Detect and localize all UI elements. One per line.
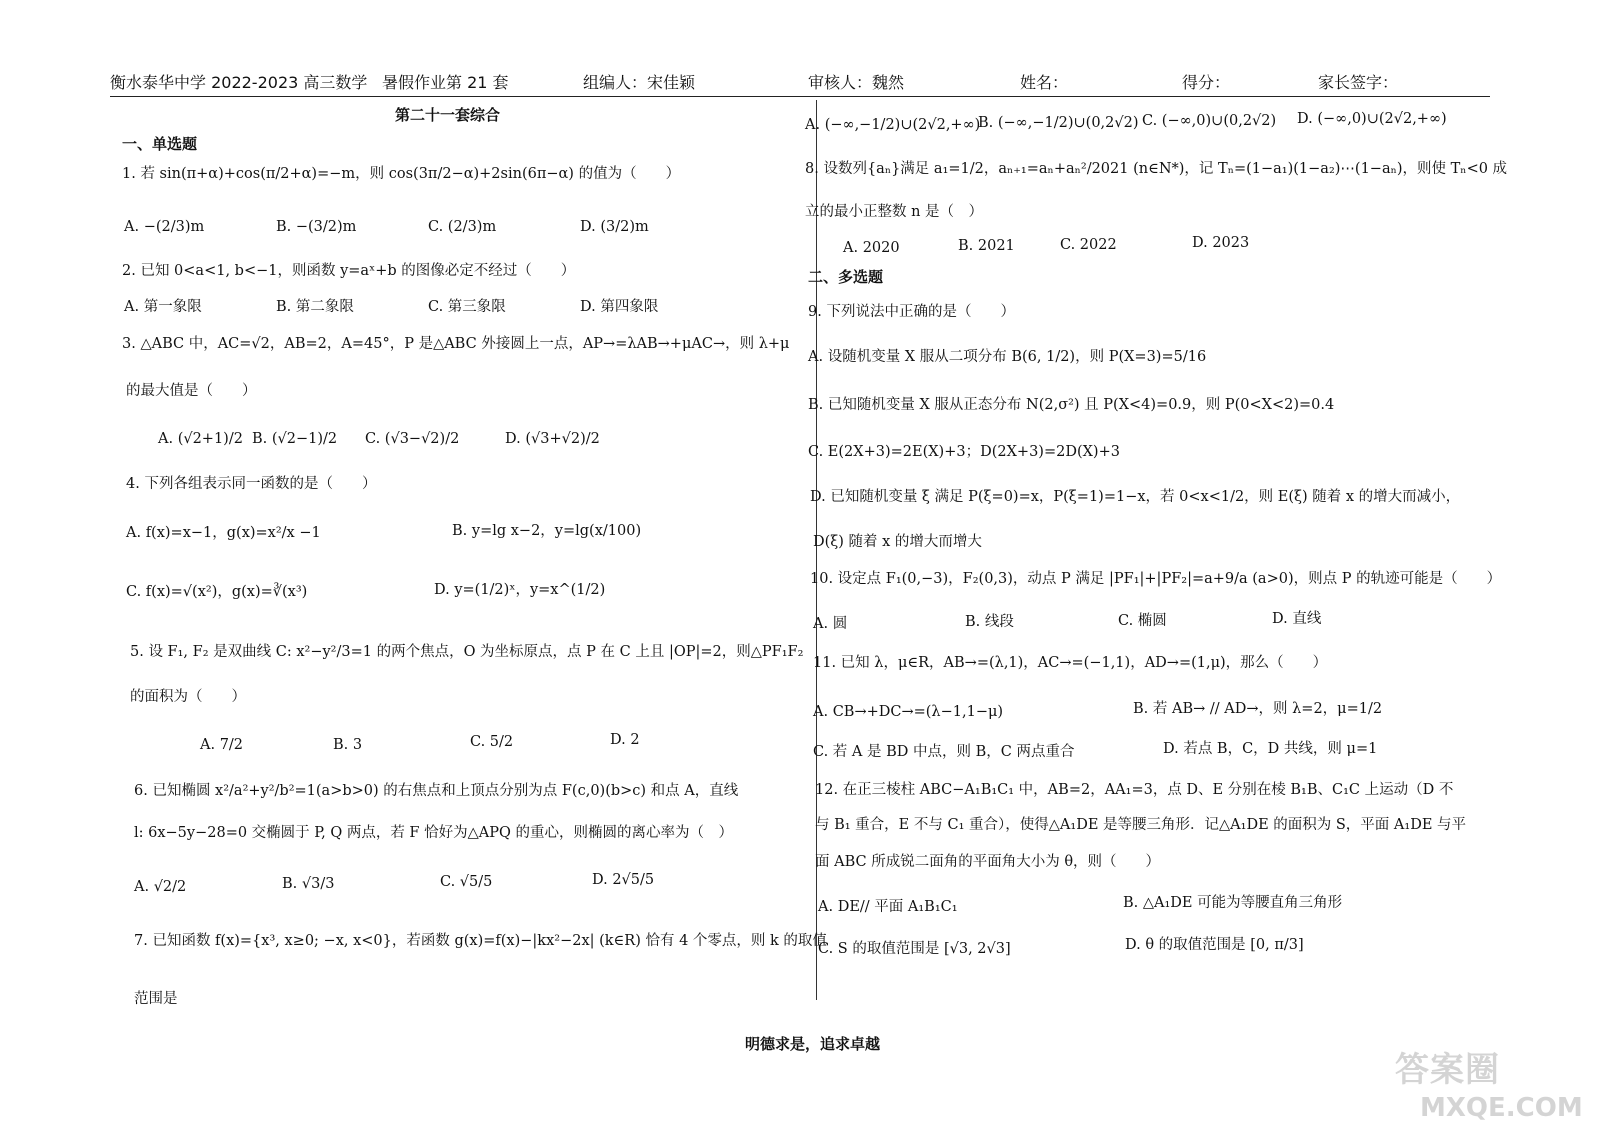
q2-option-c: C. 第三象限: [428, 299, 506, 315]
question-8: 8. 设数列{aₙ}满足 a₁=1/2，aₙ₊₁=aₙ+aₙ²/2021 (n∈N*)，记 Tₙ=(1−a₁)(1−a₂)⋯(1−aₙ)，则使 Tₙ<0 成: [805, 161, 1508, 177]
question-7-cont: 范围是: [134, 991, 178, 1007]
question-6: 6. 已知椭圆 x²/a²+y²/b²=1(a>b>0) 的右焦点和上顶点分别为点 F(c,0)(b>c) 和点 A，直线: [134, 783, 739, 799]
q5-option-c: C. 5/2: [470, 734, 514, 750]
q6-option-d: D. 2√5/5: [592, 872, 655, 888]
q4-option-a: A. f(x)=x−1，g(x)=x²/x −1: [126, 525, 321, 541]
q2-option-b: B. 第二象限: [276, 299, 354, 315]
header-rule: [110, 96, 1490, 97]
question-6-cont: l: 6x−5y−28=0 交椭圆于 P, Q 两点，若 F 恰好为△APQ 的重心，则椭圆的离心率为（ ）: [134, 825, 733, 841]
q1-option-b: B. −(3/2)m: [276, 219, 357, 235]
q7-option-a: A. (−∞,−1/2)∪(2√2,+∞): [805, 117, 981, 133]
q6-option-b: B. √3/3: [282, 876, 335, 892]
q3-option-b: B. (√2−1)/2: [252, 431, 338, 447]
q9-option-a: A. 设随机变量 X 服从二项分布 B(6, 1/2)，则 P(X=3)=5/16: [808, 349, 1207, 365]
q11-option-c: C. 若 A 是 BD 中点，则 B，C 两点重合: [813, 744, 1075, 760]
section-multiple-choice: 二、多选题: [808, 268, 884, 286]
q1-option-c: C. (2/3)m: [428, 219, 497, 235]
q10-option-b: B. 线段: [965, 614, 1014, 630]
q10-option-a: A. 圆: [813, 616, 848, 632]
watermark-logo: 答案圈: [1395, 1050, 1500, 1090]
q10-option-c: C. 椭圆: [1118, 613, 1167, 629]
q1-option-d: D. (3/2)m: [580, 219, 649, 235]
question-3-cont: 的最大值是（ ）: [126, 383, 257, 399]
q7-option-d: D. (−∞,0)∪(2√2,+∞): [1297, 111, 1447, 127]
q7-option-c: C. (−∞,0)∪(0,2√2): [1142, 113, 1277, 129]
q2-option-a: A. 第一象限: [124, 299, 202, 315]
header-assignment: 暑假作业第 21 套: [382, 73, 509, 92]
header-score: 得分：: [1182, 73, 1231, 92]
question-5: 5. 设 F₁, F₂ 是双曲线 C: x²−y²/3=1 的两个焦点，O 为坐标原点，点 P 在 C 上且 |OP|=2，则△PF₁F₂: [130, 644, 804, 660]
q9-option-c: C. E(2X+3)=2E(X)+3；D(2X+3)=2D(X)+3: [808, 444, 1120, 460]
question-5-cont: 的面积为（ ）: [130, 689, 246, 705]
q10-option-d: D. 直线: [1272, 611, 1322, 627]
q11-option-b: B. 若 AB→ // AD→，则 λ=2，μ=1/2: [1133, 701, 1383, 717]
q1-option-a: A. −(2/3)m: [124, 219, 205, 235]
q5-option-d: D. 2: [610, 732, 640, 748]
header-parent-signature: 家长签字：: [1318, 73, 1399, 92]
q5-option-b: B. 3: [333, 737, 363, 753]
question-12-cont-1: 与 B₁ 重合，E 不与 C₁ 重合），使得△A₁DE 是等腰三角形．记△A₁DE 的面积为 S，平面 A₁DE 与平: [815, 817, 1467, 833]
q12-option-c: C. S 的取值范围是 [√3, 2√3]: [818, 941, 1011, 957]
question-1: 1. 若 sin(π+α)+cos(π/2+α)=−m，则 cos(3π/2−α)+2sin(6π−α) 的值为（ ）: [122, 166, 681, 182]
q9-option-b: B. 已知随机变量 X 服从正态分布 N(2,σ²) 且 P(X<4)=0.9，则 P(0<X<2)=0.4: [808, 397, 1335, 413]
q3-option-d: D. (√3+√2)/2: [505, 431, 600, 447]
question-3: 3. △ABC 中，AC=√2，AB=2，A=45°，P 是△ABC 外接圆上一点，AP→=λAB→+μAC→，则 λ+μ: [122, 336, 790, 352]
q9-option-d: D. 已知随机变量 ξ 满足 P(ξ=0)=x，P(ξ=1)=1−x，若 0<x<1/2，则 E(ξ) 随着 x 的增大而减小，: [810, 489, 1461, 505]
q6-option-c: C. √5/5: [440, 874, 493, 890]
q8-option-c: C. 2022: [1060, 237, 1117, 253]
q9-option-d-cont: D(ξ) 随着 x 的增大而增大: [813, 534, 982, 550]
question-7: 7. 已知函数 f(x)={x³, x≥0; −x, x<0}，若函数 g(x)=f(x)−|kx²−2x| (k∈R) 恰有 4 个零点，则 k 的取值: [134, 933, 827, 949]
header-school: 衡水泰华中学 2022-2023 高三数学: [110, 73, 368, 92]
question-8-cont: 立的最小正整数 n 是（ ）: [805, 204, 984, 220]
page-title: 第二十一套综合: [395, 106, 501, 124]
question-4: 4. 下列各组表示同一函数的是（ ）: [126, 476, 377, 492]
q8-option-b: B. 2021: [958, 238, 1015, 254]
watermark-url: MXQE.COM: [1420, 1093, 1583, 1123]
footer-motto: 明德求是，追求卓越: [745, 1035, 881, 1053]
question-2: 2. 已知 0<a<1, b<−1，则函数 y=aˣ+b 的图像必定不经过（ ）: [122, 263, 576, 279]
q8-option-a: A. 2020: [843, 240, 900, 256]
q12-option-b: B. △A₁DE 可能为等腰直角三角形: [1123, 895, 1343, 911]
question-10: 10. 设定点 F₁(0,−3)，F₂(0,3)，动点 P 满足 |PF₁|+|PF₂|=a+9/a (a>0)，则点 P 的轨迹可能是（ ）: [810, 571, 1502, 587]
section-single-choice: 一、单选题: [122, 135, 198, 153]
q4-option-d: D. y=(1/2)ˣ，y=x^(1/2): [434, 582, 606, 598]
q6-option-a: A. √2/2: [134, 879, 187, 895]
q8-option-d: D. 2023: [1192, 235, 1250, 251]
q4-option-c: C. f(x)=√(x²)，g(x)=∛(x³): [126, 584, 308, 600]
question-9: 9. 下列说法中正确的是（ ）: [808, 304, 1015, 320]
question-12-cont-2: 面 ABC 所成锐二面角的平面角大小为 θ，则（ ）: [815, 854, 1161, 870]
q5-option-a: A. 7/2: [200, 737, 244, 753]
q3-option-a: A. (√2+1)/2: [158, 431, 243, 447]
q12-option-a: A. DE// 平面 A₁B₁C₁: [818, 899, 958, 915]
header-name: 姓名：: [1020, 73, 1069, 92]
q7-option-b: B. (−∞,−1/2)∪(0,2√2): [978, 115, 1139, 131]
question-12: 12. 在正三棱柱 ABC−A₁B₁C₁ 中，AB=2，AA₁=3，点 D、E 分别在棱 B₁B、C₁C 上运动（D 不: [815, 782, 1454, 798]
q4-option-b: B. y=lg x−2，y=lg(x/100): [452, 523, 642, 539]
q12-option-d: D. θ 的取值范围是 [0, π/3]: [1125, 937, 1304, 953]
q2-option-d: D. 第四象限: [580, 299, 659, 315]
q11-option-d: D. 若点 B，C，D 共线，则 μ=1: [1163, 741, 1378, 757]
q3-option-c: C. (√3−√2)/2: [365, 431, 460, 447]
header-editor: 组编人：宋佳颖: [583, 73, 696, 92]
header-reviewer: 审核人：魏然: [808, 73, 905, 92]
q11-option-a: A. CB→+DC→=(λ−1,1−μ): [813, 704, 1004, 720]
question-11: 11. 已知 λ，μ∈R，AB→=(λ,1)，AC→=(−1,1)，AD→=(1,μ)，那么（ ）: [813, 655, 1328, 671]
